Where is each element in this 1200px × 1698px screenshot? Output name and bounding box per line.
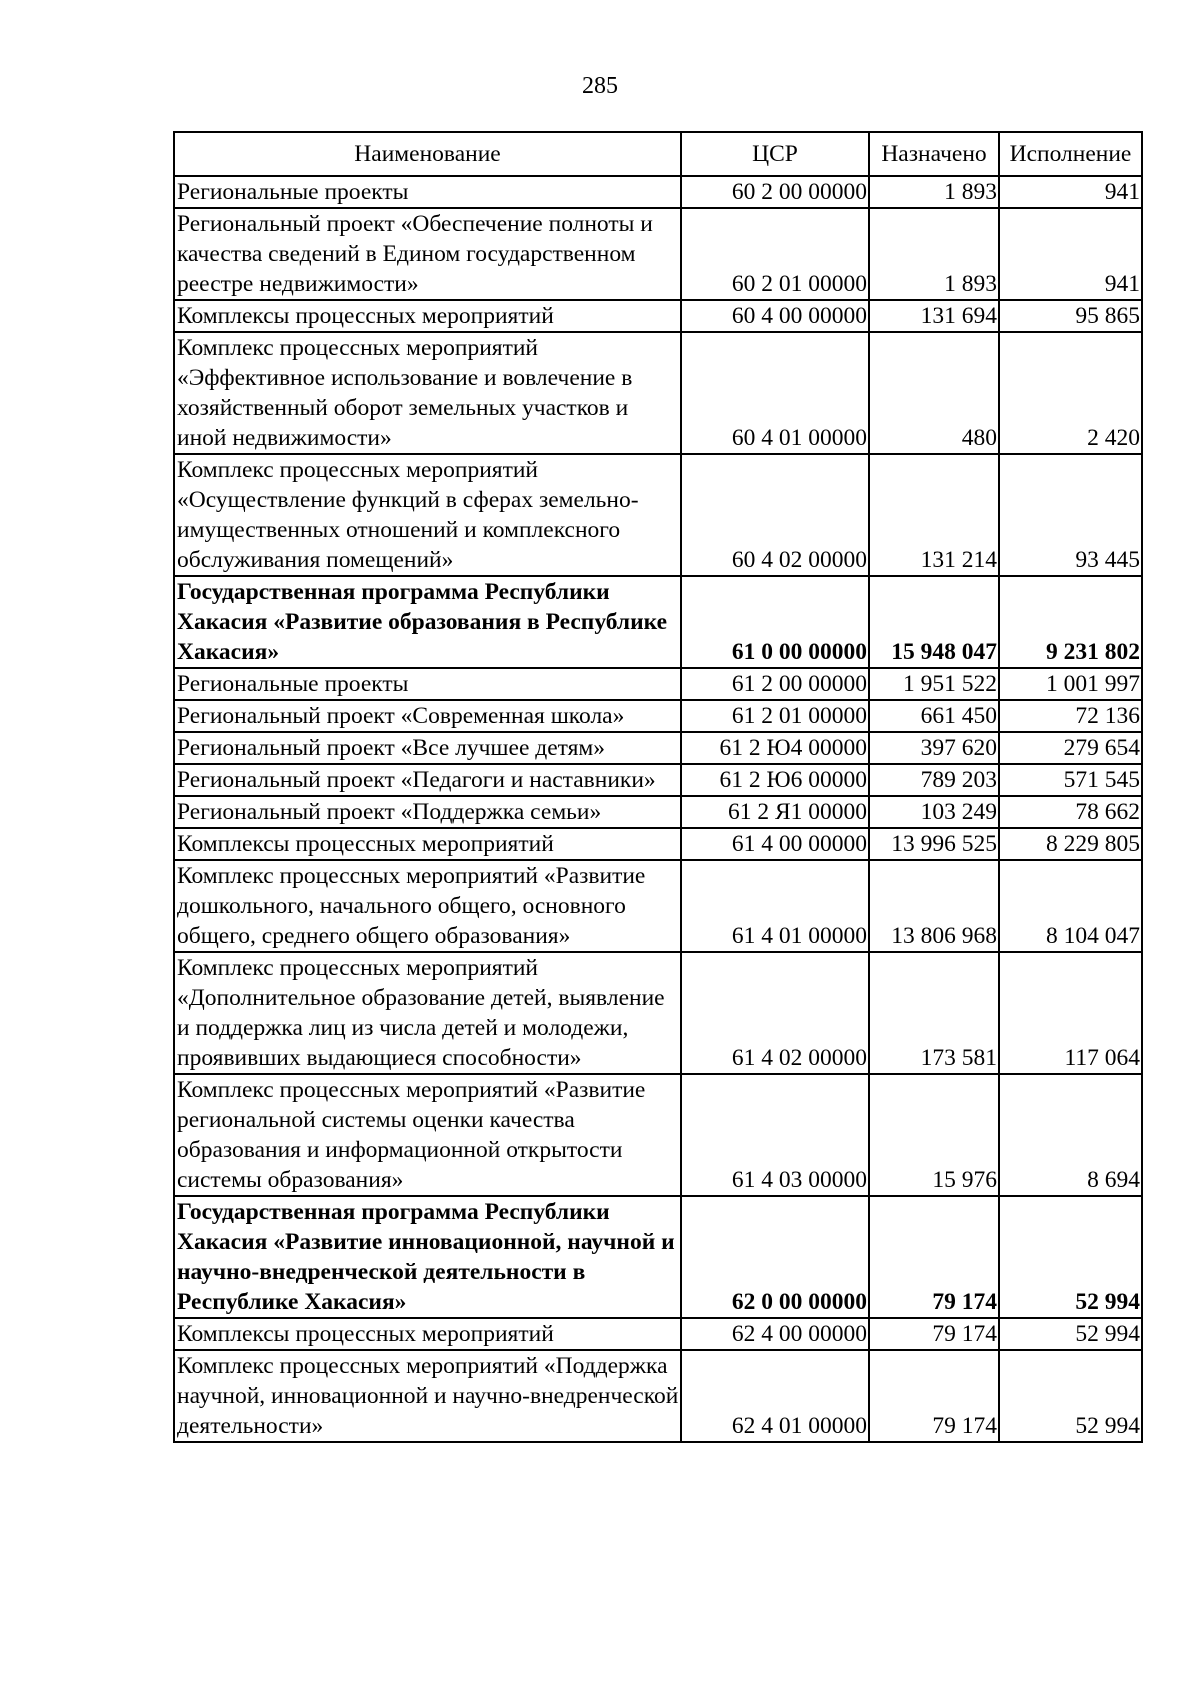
- row-planned-cell: 661 450: [869, 700, 999, 732]
- table-row: [174, 208, 1142, 300]
- row-name-cell: Комплекс процессных мероприятий «Развитие дошкольного, начального общего, основного общего, среднего общего образования»: [174, 860, 681, 952]
- row-csr-cell: 62 4 00 00000: [681, 1318, 869, 1350]
- row-csr-cell: 62 0 00 00000: [681, 1196, 869, 1318]
- row-executed-cell: 9 231 802: [999, 576, 1142, 668]
- row-csr-cell: 61 2 Ю6 00000: [681, 764, 869, 796]
- row-name-cell: Комплексы процессных мероприятий: [174, 1318, 681, 1350]
- row-executed-cell: 941: [999, 208, 1142, 300]
- budget-execution-table: [173, 131, 1143, 1443]
- row-planned-cell: 131 214: [869, 454, 999, 576]
- row-planned-cell: 13 996 525: [869, 828, 999, 860]
- row-planned-cell: 131 694: [869, 300, 999, 332]
- row-name-cell: Комплекс процессных мероприятий «Развитие региональной системы оценки качества образования и информационной открытости системы образования»: [174, 1074, 681, 1196]
- row-name-cell: Региональный проект «Все лучшее детям»: [174, 732, 681, 764]
- row-planned-cell: 480: [869, 332, 999, 454]
- row-csr-cell: 61 4 01 00000: [681, 860, 869, 952]
- row-planned-cell: 173 581: [869, 952, 999, 1074]
- table-row: [174, 764, 1142, 796]
- table-row: [174, 332, 1142, 454]
- header-name: Наименование: [174, 132, 681, 176]
- row-executed-cell: 72 136: [999, 700, 1142, 732]
- table-row: [174, 700, 1142, 732]
- table-row: [174, 1350, 1142, 1442]
- row-executed-cell: 1 001 997: [999, 668, 1142, 700]
- row-executed-cell: 52 994: [999, 1350, 1142, 1442]
- table-body: [174, 176, 1142, 1442]
- row-name-cell: Комплексы процессных мероприятий: [174, 300, 681, 332]
- row-name-cell: Комплекс процессных мероприятий «Эффективное использование и вовлечение в хозяйственный оборот земельных участков и иной недвижимости»: [174, 332, 681, 454]
- row-csr-cell: 60 4 02 00000: [681, 454, 869, 576]
- row-csr-cell: 60 4 01 00000: [681, 332, 869, 454]
- row-csr-cell: 60 4 00 00000: [681, 300, 869, 332]
- row-executed-cell: 52 994: [999, 1196, 1142, 1318]
- row-executed-cell: 571 545: [999, 764, 1142, 796]
- header-planned: Назначено: [869, 132, 999, 176]
- row-planned-cell: 79 174: [869, 1318, 999, 1350]
- row-planned-cell: 15 948 047: [869, 576, 999, 668]
- row-name-cell: Региональный проект «Педагоги и наставники»: [174, 764, 681, 796]
- row-name-cell: Региональные проекты: [174, 668, 681, 700]
- table-row: [174, 1196, 1142, 1318]
- row-name-cell: Региональный проект «Обеспечение полноты и качества сведений в Едином государственном реестре недвижимости»: [174, 208, 681, 300]
- table-row: [174, 300, 1142, 332]
- row-planned-cell: 1 951 522: [869, 668, 999, 700]
- table-header-row: [174, 132, 1142, 176]
- row-name-cell: Комплексы процессных мероприятий: [174, 828, 681, 860]
- row-executed-cell: 52 994: [999, 1318, 1142, 1350]
- row-planned-cell: 13 806 968: [869, 860, 999, 952]
- row-planned-cell: 79 174: [869, 1196, 999, 1318]
- row-csr-cell: 61 4 00 00000: [681, 828, 869, 860]
- row-csr-cell: 61 0 00 00000: [681, 576, 869, 668]
- header-executed: Исполнение: [999, 132, 1142, 176]
- table-row: [174, 1074, 1142, 1196]
- row-name-cell: Комплекс процессных мероприятий «Дополнительное образование детей, выявление и поддержка лиц из числа детей и молодежи, проявивших выдающиеся способности»: [174, 952, 681, 1074]
- table-row: [174, 176, 1142, 208]
- row-executed-cell: 78 662: [999, 796, 1142, 828]
- row-planned-cell: 79 174: [869, 1350, 999, 1442]
- row-executed-cell: 8 104 047: [999, 860, 1142, 952]
- row-executed-cell: 8 229 805: [999, 828, 1142, 860]
- row-name-cell: Региональный проект «Современная школа»: [174, 700, 681, 732]
- row-csr-cell: 62 4 01 00000: [681, 1350, 869, 1442]
- row-planned-cell: 103 249: [869, 796, 999, 828]
- row-name-cell: Региональный проект «Поддержка семьи»: [174, 796, 681, 828]
- row-name-cell: Государственная программа Республики Хакасия «Развитие образования в Республике Хакасия»: [174, 576, 681, 668]
- row-planned-cell: 789 203: [869, 764, 999, 796]
- row-csr-cell: 61 4 03 00000: [681, 1074, 869, 1196]
- row-planned-cell: 1 893: [869, 176, 999, 208]
- row-name-cell: Региональные проекты: [174, 176, 681, 208]
- row-name-cell: Комплекс процессных мероприятий «Поддержка научной, инновационной и научно-внедренческой деятельности»: [174, 1350, 681, 1442]
- row-csr-cell: 61 2 Ю4 00000: [681, 732, 869, 764]
- table-row: [174, 732, 1142, 764]
- row-csr-cell: 60 2 01 00000: [681, 208, 869, 300]
- row-executed-cell: 8 694: [999, 1074, 1142, 1196]
- row-executed-cell: 117 064: [999, 952, 1142, 1074]
- row-planned-cell: 1 893: [869, 208, 999, 300]
- row-name-cell: Комплекс процессных мероприятий «Осуществление функций в сферах земельно-имущественных отношений и комплексного обслуживания помещений»: [174, 454, 681, 576]
- row-csr-cell: 60 2 00 00000: [681, 176, 869, 208]
- row-csr-cell: 61 2 Я1 00000: [681, 796, 869, 828]
- row-csr-cell: 61 4 02 00000: [681, 952, 869, 1074]
- table-row: [174, 952, 1142, 1074]
- table-row: [174, 668, 1142, 700]
- table-row: [174, 1318, 1142, 1350]
- row-planned-cell: 397 620: [869, 732, 999, 764]
- table-row: [174, 828, 1142, 860]
- table-row: [174, 860, 1142, 952]
- row-csr-cell: 61 2 01 00000: [681, 700, 869, 732]
- page-number: 285: [582, 73, 618, 99]
- row-executed-cell: 2 420: [999, 332, 1142, 454]
- header-csr: ЦСР: [681, 132, 869, 176]
- row-executed-cell: 279 654: [999, 732, 1142, 764]
- table-row: [174, 454, 1142, 576]
- row-executed-cell: 941: [999, 176, 1142, 208]
- table-row: [174, 796, 1142, 828]
- row-planned-cell: 15 976: [869, 1074, 999, 1196]
- row-executed-cell: 93 445: [999, 454, 1142, 576]
- row-csr-cell: 61 2 00 00000: [681, 668, 869, 700]
- row-executed-cell: 95 865: [999, 300, 1142, 332]
- table-row: [174, 576, 1142, 668]
- row-name-cell: Государственная программа Республики Хакасия «Развитие инновационной, научной и научно-внедренческой деятельности в Республике Хакасия»: [174, 1196, 681, 1318]
